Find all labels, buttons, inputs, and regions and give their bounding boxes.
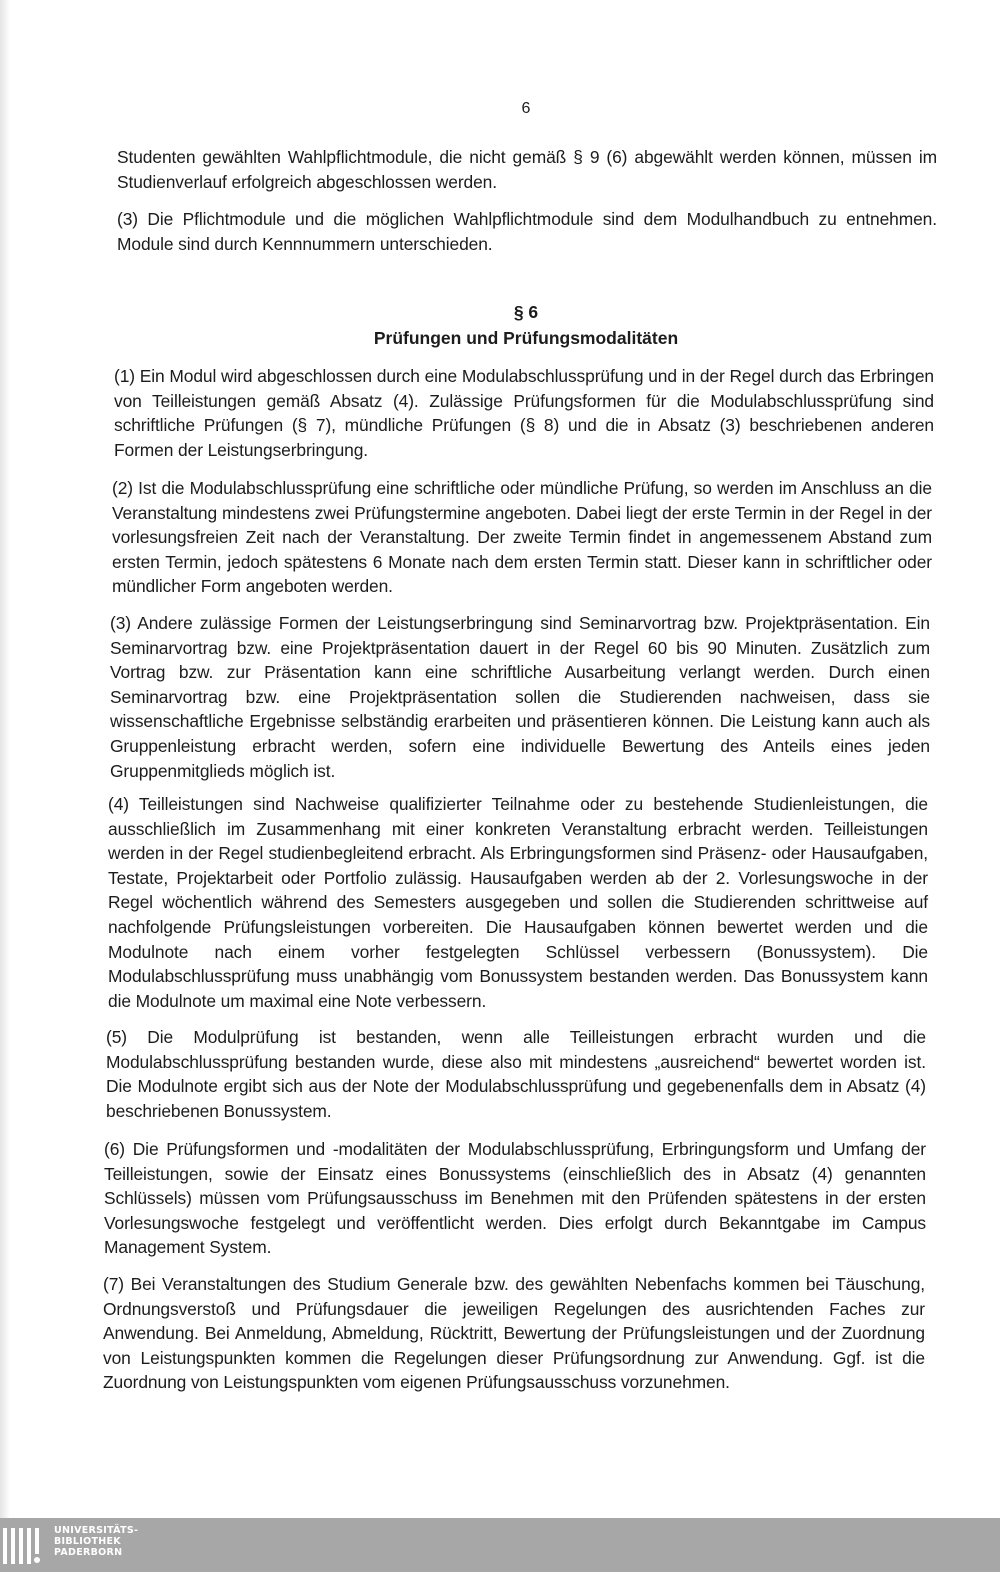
library-logo	[2, 1522, 152, 1568]
section-paragraph-5: (5) Die Modulprüfung ist bestanden, wenn alle Teilleistungen erbracht wurden und die Modulabschlussprüfung bestanden wurde, diese also mit mindestens „ausreichend“ bewertet worden ist. Die Modulnote ergibt sich aus der Note der Modulabschlussprüfung und gegebenenfalls dem in Absatz (4) beschriebenen Bonussystem.	[106, 1027, 926, 1121]
intro-paragraph-3: (3) Die Pflichtmodule und die möglichen Wahlpflichtmodule sind dem Modulhandbuch zu entnehmen. Module sind durch Kennnummern unterschieden.	[117, 209, 937, 254]
section-paragraph-4: (4) Teilleistungen sind Nachweise qualifizierter Teilnahme oder zu bestehende Studienleistungen, die ausschließlich im Zusammenhang mit einer konkreten Veranstaltung erbracht werden. Teilleistungen werden in der Regel studienbegleitend erbracht. Als Erbringungsformen sind Präsenz- oder Hausaufgaben, Testate, Projektarbeit oder Portfolio zulässig. Hausaufgaben werden ab der 2. Vorlesungswoche in der Regel wöchentlich während des Semesters ausgegeben und sollen die Studierenden schrittweise auf nachfolgende Prüfungsleistungen vorbereiten. Die Hausaufgaben können bewertet werden und die Modulnote nach einem vorher festgelegten Schlüssel verbessern (Bonussystem). Die Modulabschlussprüfung muss unabhängig vom Bonussystem bestanden werden. Das Bonussystem kann die Modulnote um maximal eine Note verbessern.	[108, 794, 928, 1011]
library-logo-text	[54, 1525, 150, 1558]
page-number: 6	[521, 100, 531, 117]
logo-line-1: UNIVERSITÄTS-	[54, 1525, 139, 1536]
section-paragraph-3: (3) Andere zulässige Formen der Leistungserbringung sind Seminarvortrag bzw. Projektpräsentation. Ein Seminarvortrag bzw. eine Projektpräsentation dauert in der Regel 60 bis 90 Minuten. Zusätzlich zum Vortrag bzw. zur Präsentation kann eine schriftliche Ausarbeitung verlangt werden. Durch einen Seminarvortrag bzw. eine Projektpräsentation sollen die Studierenden nachweisen, dass sie wissenschaftliche Ergebnisse selbständig erarbeiten und präsentieren können. Die Leistung kann auch als Gruppenleistung erbracht werden, sofern eine individuelle Bewertung des Anteils eines jeden Gruppenmitglieds möglich ist.	[110, 613, 930, 781]
section-paragraph-7: (7) Bei Veranstaltungen des Studium Generale bzw. des gewählten Nebenfachs kommen bei Täuschung, Ordnungsverstoß und Prüfungsdauer die jeweiligen Regelungen des ausrichtenden Faches zur Anwendung. Bei Anmeldung, Abmeldung, Rücktritt, Bewertung der Prüfungsleistungen und der Zuordnung von Leistungspunkten kommen die Regelungen dieser Prüfungsordnung zur Anwendung. Ggf. ist die Zuordnung von Leistungspunkten vom eigenen Prüfungsausschuss vorzunehmen.	[103, 1274, 925, 1393]
logo-line-2: BIBLIOTHEK	[54, 1536, 121, 1547]
section-paragraph-6: (6) Die Prüfungsformen und -modalitäten der Modulabschlussprüfung, Erbringungsform und Umfang der Teilleistungen, sowie der Einsatz eines Bonussystems (einschließlich des in Absatz (4) genannten Schlüssels) müssen vom Prüfungsausschuss im Benehmen mit den Prüfenden spätestens in der ersten Vorlesungswoche festgelegt und veröffentlicht werden. Dies erfolgt durch Bekanntgabe im Campus Management System.	[104, 1139, 926, 1258]
intro-continuation: Studenten gewählten Wahlpflichtmodule, die nicht gemäß § 9 (6) abgewählt werden können, müssen im Studienverlauf erfolgreich abgeschlossen werden.	[117, 147, 937, 192]
section-paragraph-1: (1) Ein Modul wird abgeschlossen durch eine Modulabschlussprüfung und in der Regel durch das Erbringen von Teilleistungen gemäß Absatz (4). Zulässige Prüfungsformen für die Modulabschlussprüfung sind schriftliche Prüfungen (§ 7), mündliche Prüfungen (§ 8) und die in Absatz (3) beschriebenen anderen Formen der Leistungserbringung.	[114, 366, 934, 460]
section-title: Prüfungen und Prüfungsmodalitäten	[373, 328, 679, 348]
library-footer-bar	[0, 1518, 1000, 1572]
section-paragraph-2: (2) Ist die Modulabschlussprüfung eine schriftliche oder mündliche Prüfung, so werden im Anschluss an die Veranstaltung mindestens zwei Prüfungstermine angeboten. Dabei liegt der erste Termin in der Regel in der vorlesungsfreien Zeit nach der Veranstaltung. Der zweite Termin findet in angemessenem Abstand zum ersten Termin, jedoch spätestens 6 Monate nach dem ersten Termin statt. Dieser kann in schriftlicher oder mündlicher Form angeboten werden.	[112, 478, 932, 597]
library-logo-bars-icon	[2, 1522, 50, 1568]
section-number: § 6	[513, 302, 539, 322]
logo-line-3: PADERBORN	[54, 1547, 123, 1558]
